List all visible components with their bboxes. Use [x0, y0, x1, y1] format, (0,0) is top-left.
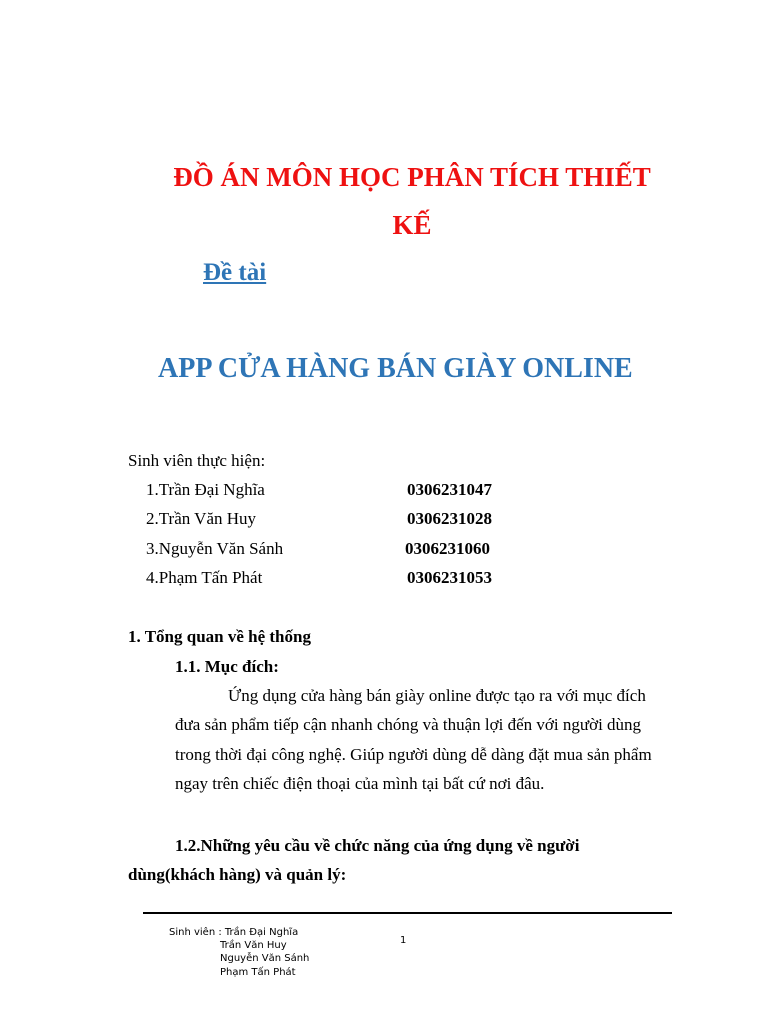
paragraph-line: Ứng dụng cửa hàng bán giày online được tạo ra với mục đích — [228, 686, 646, 705]
student-row — [146, 480, 546, 502]
student-row — [146, 509, 546, 531]
student-id: 0306231060 — [405, 539, 490, 558]
topic-title: APP CỬA HÀNG BÁN GIÀY ONLINE — [158, 353, 633, 384]
footer-student-name: Phạm Tấn Phát — [220, 967, 296, 978]
section-1-heading: 1. Tổng quan về hệ thống — [128, 627, 311, 646]
student-row — [146, 568, 546, 590]
paragraph-line: đưa sản phẩm tiếp cận nhanh chóng và thuận lợi đến với người dùng — [175, 715, 642, 734]
footer-student-name: Trần Văn Huy — [220, 940, 287, 951]
footer-student-label: Sinh viên : Trần Đại Nghĩa — [169, 927, 299, 938]
page-number: 1 — [400, 935, 407, 946]
student-name: 4.Phạm Tấn Phát — [146, 568, 263, 587]
student-id: 0306231047 — [407, 480, 492, 499]
footer-student-name: Nguyễn Văn Sánh — [220, 953, 310, 964]
students-heading: Sinh viên thực hiện: — [128, 451, 266, 470]
student-id: 0306231053 — [407, 568, 492, 587]
student-id: 0306231028 — [407, 509, 492, 528]
paragraph-line: ngay trên chiếc điện thoại của mình tại bất cứ nơi đâu. — [175, 774, 545, 793]
student-name: 3.Nguyễn Văn Sánh — [146, 539, 284, 558]
footer-divider — [143, 912, 672, 914]
subject-label: Đề tài — [203, 259, 267, 286]
student-name: 1.Trần Đại Nghĩa — [146, 480, 265, 499]
section-1-2-heading-line1: 1.2.Những yêu cầu về chức năng của ứng dụng về người — [175, 836, 580, 855]
student-name: 2.Trần Văn Huy — [146, 509, 257, 528]
student-row — [146, 539, 546, 561]
paragraph-line: trong thời đại công nghệ. Giúp người dùng dễ dàng đặt mua sản phẩm — [175, 745, 652, 764]
document-title-line2: KẾ — [392, 210, 432, 240]
section-1-2-heading-line2: dùng(khách hàng) và quản lý: — [128, 865, 347, 884]
section-1-1-heading: 1.1. Mục đích: — [175, 657, 279, 676]
document-title-line1: ĐỒ ÁN MÔN HỌC PHÂN TÍCH THIẾT — [173, 162, 651, 192]
